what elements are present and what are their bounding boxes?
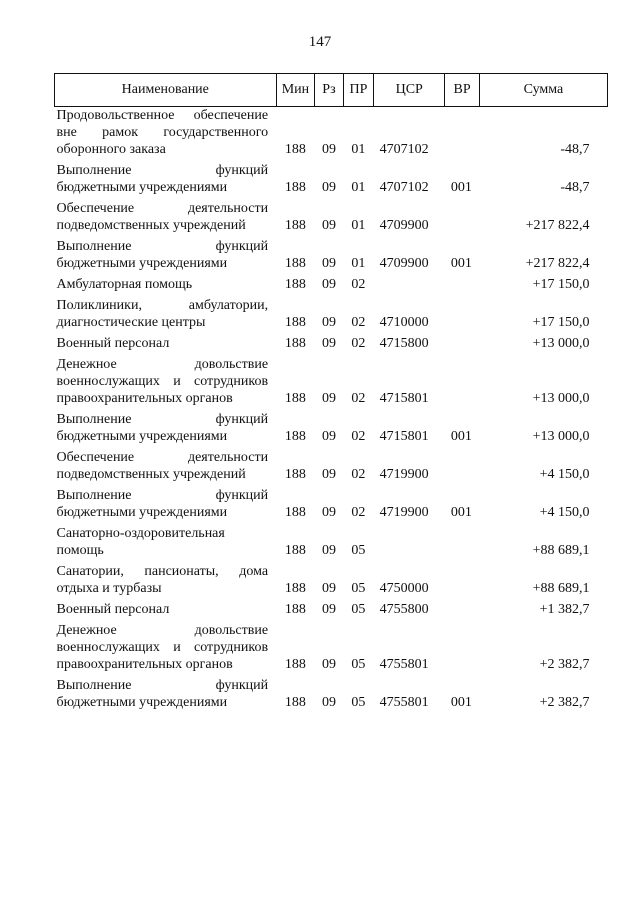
row-sum: +4 150,0 [539, 467, 590, 482]
row-pr: 01 [351, 142, 366, 157]
row-min: 188 [284, 218, 306, 233]
row-vr: 001 [450, 695, 472, 710]
row-sum: +13 000,0 [532, 429, 590, 444]
table-body [55, 107, 608, 716]
row-vr [445, 601, 480, 622]
row-vr [445, 107, 480, 163]
row-csr: 4755801 [379, 657, 429, 672]
row-min: 188 [284, 277, 306, 292]
row-min: 188 [284, 256, 306, 271]
row-csr: 4715801 [379, 429, 429, 444]
row-name: Выполнение функций бюджетными учреждениями [56, 488, 269, 520]
row-vr [445, 200, 480, 238]
table-row [55, 487, 608, 525]
row-sum: +2 382,7 [539, 695, 590, 710]
row-rz: 09 [321, 695, 336, 710]
row-csr [374, 276, 445, 297]
row-rz: 09 [321, 429, 336, 444]
row-vr [445, 563, 480, 601]
row-rz: 09 [321, 467, 336, 482]
row-sum: +217 822,4 [525, 218, 590, 233]
budget-table [54, 73, 608, 715]
table-row [55, 200, 608, 238]
row-pr: 02 [351, 467, 366, 482]
table-header-row [55, 74, 608, 107]
table-row [55, 449, 608, 487]
row-csr: 4709900 [379, 256, 429, 271]
row-csr: 4707102 [379, 142, 429, 157]
table-row [55, 107, 608, 163]
row-rz: 09 [321, 543, 336, 558]
row-sum: +17 150,0 [532, 315, 590, 330]
row-name: Выполнение функций бюджетными учреждениями [56, 163, 269, 195]
row-sum: +13 000,0 [532, 391, 590, 406]
row-name: Военный персонал [56, 602, 170, 617]
row-rz: 09 [321, 581, 336, 596]
table-row [55, 622, 608, 677]
row-vr [445, 622, 480, 677]
row-sum: +17 150,0 [532, 277, 590, 292]
header-vr: ВР [445, 74, 480, 107]
row-sum: +13 000,0 [532, 336, 590, 351]
row-csr: 4707102 [379, 180, 429, 195]
row-rz: 09 [321, 142, 336, 157]
row-vr: 001 [450, 429, 472, 444]
row-min: 188 [284, 602, 306, 617]
row-vr [445, 449, 480, 487]
row-sum: +88 689,1 [532, 543, 590, 558]
row-sum: +2 382,7 [539, 657, 590, 672]
row-pr: 02 [351, 315, 366, 330]
row-name: Поликлиники, амбулатории, диагностические центры [56, 298, 269, 330]
row-rz: 09 [321, 391, 336, 406]
row-sum: -48,7 [560, 180, 590, 195]
row-min: 188 [284, 336, 306, 351]
row-name: Выполнение функций бюджетными учреждениями [56, 678, 269, 710]
header-name: Наименование [55, 74, 277, 107]
row-vr [445, 356, 480, 411]
table-row [55, 335, 608, 356]
row-sum: +217 822,4 [525, 256, 590, 271]
row-vr [445, 276, 480, 297]
row-pr: 05 [351, 657, 366, 672]
row-rz: 09 [321, 336, 336, 351]
row-name: Продовольственное обеспечение вне рамок государственного оборонного заказа [56, 108, 269, 157]
row-csr: 4750000 [379, 581, 429, 596]
row-rz: 09 [321, 657, 336, 672]
table-row [55, 276, 608, 297]
table-row [55, 162, 608, 200]
row-name: Денежное довольствие военнослужащих и сотрудников правоохранительных органов [56, 357, 269, 406]
row-csr: 4755801 [379, 695, 429, 710]
row-pr: 02 [351, 429, 366, 444]
row-pr: 05 [351, 581, 366, 596]
table-row [55, 563, 608, 601]
row-csr: 4715800 [379, 336, 429, 351]
row-min: 188 [284, 695, 306, 710]
table-row [55, 238, 608, 276]
row-pr: 02 [351, 505, 366, 520]
table-row [55, 525, 608, 563]
row-csr: 4710000 [379, 315, 429, 330]
row-min: 188 [284, 429, 306, 444]
table-row [55, 677, 608, 715]
row-name: Санаторно-оздоровительная помощь [56, 526, 225, 558]
row-name: Военный персонал [56, 336, 170, 351]
row-pr: 05 [351, 543, 366, 558]
header-pr: ПР [343, 74, 373, 107]
row-rz: 09 [321, 218, 336, 233]
row-csr: 4719900 [379, 505, 429, 520]
row-pr: 01 [351, 256, 366, 271]
row-csr: 4709900 [379, 218, 429, 233]
row-pr: 02 [351, 391, 366, 406]
row-name: Обеспечение деятельности подведомственных учреждений [56, 450, 269, 482]
header-rz: Рз [315, 74, 343, 107]
row-csr: 4715801 [379, 391, 429, 406]
row-min: 188 [284, 505, 306, 520]
row-rz: 09 [321, 256, 336, 271]
row-sum: +88 689,1 [532, 581, 590, 596]
row-pr: 01 [351, 218, 366, 233]
page-number: 147 [308, 34, 332, 50]
table-row [55, 411, 608, 449]
table-row [55, 297, 608, 335]
row-name: Амбулаторная помощь [56, 277, 193, 292]
row-vr: 001 [450, 256, 472, 271]
table-row [55, 356, 608, 411]
row-pr: 01 [351, 180, 366, 195]
row-pr: 02 [351, 277, 366, 292]
row-pr: 02 [351, 336, 366, 351]
row-vr [445, 335, 480, 356]
row-min: 188 [284, 180, 306, 195]
row-vr [445, 297, 480, 335]
row-csr: 4719900 [379, 467, 429, 482]
table-row [55, 601, 608, 622]
row-min: 188 [284, 467, 306, 482]
row-vr [445, 525, 480, 563]
row-vr: 001 [450, 180, 472, 195]
row-min: 188 [284, 657, 306, 672]
row-min: 188 [284, 315, 306, 330]
row-sum: -48,7 [560, 142, 590, 157]
row-csr: 4755800 [379, 602, 429, 617]
row-rz: 09 [321, 602, 336, 617]
row-vr: 001 [450, 505, 472, 520]
row-min: 188 [284, 543, 306, 558]
row-rz: 09 [321, 505, 336, 520]
row-min: 188 [284, 581, 306, 596]
row-min: 188 [284, 391, 306, 406]
row-name: Выполнение функций бюджетными учреждениями [56, 239, 269, 271]
header-min: Мин [276, 74, 315, 107]
row-name: Санатории, пансионаты, дома отдыха и турбазы [56, 564, 269, 596]
row-rz: 09 [321, 315, 336, 330]
row-pr: 05 [351, 695, 366, 710]
row-name: Выполнение функций бюджетными учреждениями [56, 412, 269, 444]
row-name: Денежное довольствие военнослужащих и сотрудников правоохранительных органов [56, 623, 269, 672]
row-sum: +1 382,7 [539, 602, 590, 617]
row-sum: +4 150,0 [539, 505, 590, 520]
header-csr: ЦСР [374, 74, 445, 107]
row-name: Обеспечение деятельности подведомственных учреждений [56, 201, 269, 233]
row-min: 188 [284, 142, 306, 157]
row-pr: 05 [351, 602, 366, 617]
row-rz: 09 [321, 277, 336, 292]
header-sum: Сумма [479, 74, 607, 107]
row-csr [374, 525, 445, 563]
row-rz: 09 [321, 180, 336, 195]
